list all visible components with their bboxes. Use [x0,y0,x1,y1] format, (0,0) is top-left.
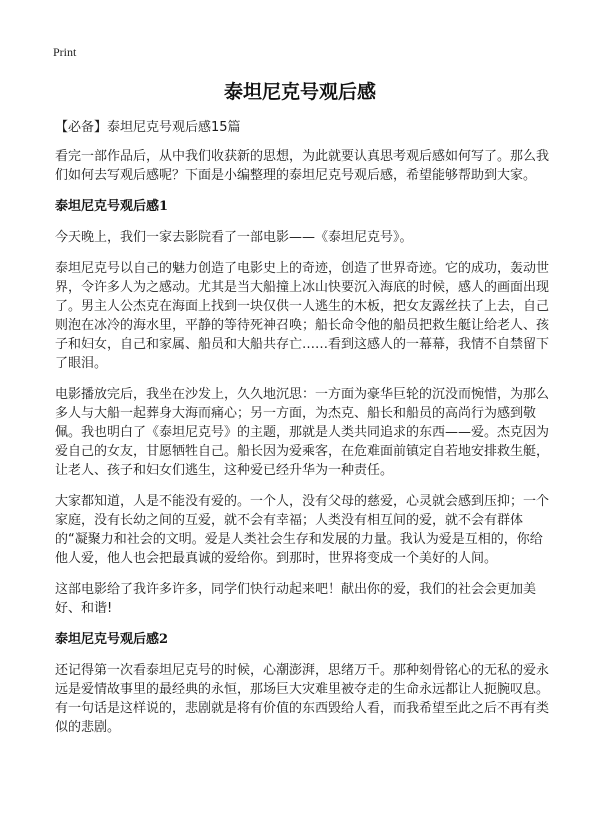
section-heading: 泰坦尼克号观后感2 [55,632,169,647]
article-subtitle: 【必备】泰坦尼克号观后感15篇 [55,120,241,135]
page-title: 泰坦尼克号观后感 [223,81,376,103]
paragraph: 这部电影给了我许多许多，同学们快行动起来吧！献出你的爱，我们的社会会更加美好、和谐! [55,582,537,616]
paragraph: 泰坦尼克号以自己的魅力创造了电影史上的奇迹，创造了世界奇迹。它的成功，轰动世界，令许多人为之感动。尤其是当大船撞上冰山快要沉入海底的时候，感人的画面出现了。男主人公杰克在海面上找到一块仅供一人逃生的木板，把女友露丝扶了上去，自己则泡在冰冷的海水里，平静的等待死神召唤；船长命令他的船员把救生艇让给老人、孩子和妇女，自己和家属、船员和大船共存亡……看到这感人的一幕幕，我情不自禁留下了眼泪。 [55,261,550,371]
paragraph: 大家都知道，人是不能没有爱的。一个人，没有父母的慈爱，心灵就会感到压抑；一个家庭，没有长幼之间的互爱，就不会有幸福；人类没有相互间的爱，就不会有群体的“凝聚力和社会的文明。爱是人类社会生存和发展的力量。我认为爱是互相的，你给他人爱，他人也会把最真诚的爱给你。到那时，世界将变成一个美好的人间。 [55,494,550,566]
section-heading: 泰坦尼克号观后感1 [55,199,169,214]
print-link[interactable]: Print [53,45,77,59]
paragraph: 还记得第一次看泰坦尼克号的时候，心潮澎湃，思绪万千。那种刻骨铭心的无私的爱永远是爱情故事里的最经典的永恒，那场巨大灾难里被夺走的生命永远都让人扼腕叹息。有一句话是这样说的，悲剧就是将有价值的东西毁给人看，而我希望至此之后不再有类似的悲剧。 [55,663,550,735]
intro-paragraph: 看完一部作品后，从中我们收获新的思想，为此就要认真思考观后感如何写了。那么我们如何去写观后感呢？下面是小编整理的泰坦尼克号观后感，希望能够帮助到大家。 [55,149,550,183]
article-body [55,118,551,749]
section-1 [55,197,551,618]
paragraph: 电影播放完后，我坐在沙发上，久久地沉思：一方面为豪华巨轮的沉没而惋惜，为那么多人与大船一起葬身大海而痛心；另一方面，为杰克、船长和船员的高尚行为感到敬佩。我也明白了《泰坦尼克号》的主题，那就是人类共同追求的东西——爱。杰克因为爱自己的女友，甘愿牺牲自己。船长因为爱乘客，在危难面前镇定自若地安排救生艇，让老人、孩子和妇女们逃生，这种爱已经升华为一种责任。 [55,387,550,478]
paragraph: 今天晚上，我们一家去影院看了一部电影——《泰坦尼克号》。 [55,230,413,245]
section-2 [55,630,551,737]
